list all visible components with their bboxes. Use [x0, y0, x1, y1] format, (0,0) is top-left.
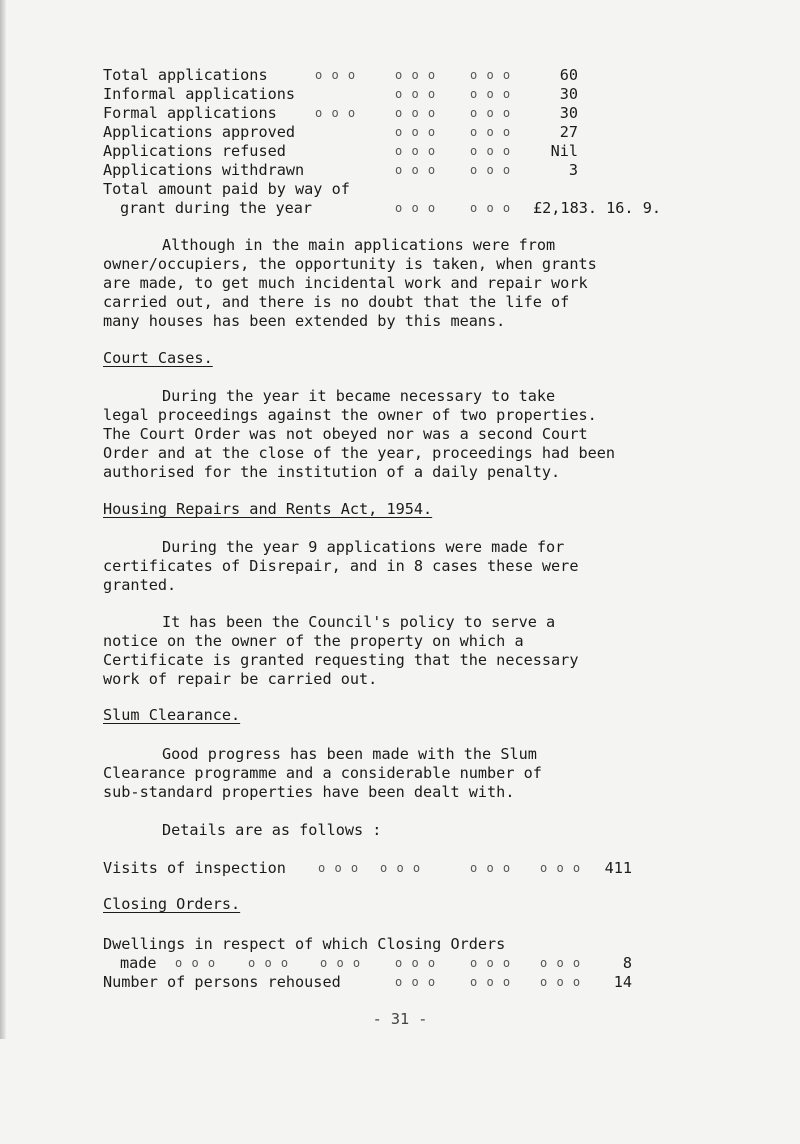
leader-dots: o o o [395, 125, 437, 139]
dwellings-label-line-1: Dwellings in respect of which Closing Orders [103, 935, 506, 953]
section-heading-court-cases: Court Cases. [103, 349, 213, 367]
details-label: Details are as follows : [162, 821, 382, 839]
row-label: Informal applications [103, 85, 296, 103]
paragraph-line: sub-standard properties have been dealt with. [103, 783, 515, 801]
visits-label: Visits of inspection [103, 859, 286, 877]
leader-dots: o o o [380, 861, 422, 875]
leader-dots: o o o [470, 201, 512, 215]
paragraph-line: work of repair be carried out. [103, 670, 378, 688]
dwellings-value: 8 [622, 954, 632, 972]
paragraph-line: owner/occupiers, the opportunity is taken, when grants [103, 255, 597, 273]
paragraph-line: many houses has been extended by this means. [103, 312, 506, 330]
paragraph-line: authorised for the institution of a daily penalty. [103, 463, 561, 481]
table-row [0, 66, 800, 85]
leader-dots: o o o [470, 956, 512, 970]
table-row [0, 199, 800, 218]
leader-dots: o o o [315, 106, 357, 120]
leader-dots: o o o [470, 87, 512, 101]
rehoused-value: 14 [613, 973, 632, 991]
paragraph-line: carried out, and there is no doubt that the life of [103, 293, 570, 311]
leader-dots: o o o [395, 144, 437, 158]
paragraph-line: Clearance programme and a considerable number of [103, 764, 542, 782]
paragraph-line: During the year 9 applications were made for [162, 538, 565, 556]
leader-dots: o o o [318, 861, 360, 875]
paragraph-line: Order and at the close of the year, proceedings had been [103, 444, 616, 462]
leader-dots: o o o [540, 861, 582, 875]
leader-dots: o o o [315, 68, 357, 82]
row-value: 60 [559, 66, 578, 84]
paragraph-line: legal proceedings against the owner of two properties. [103, 406, 597, 424]
leader-dots: o o o [540, 975, 582, 989]
leader-dots: o o o [395, 975, 437, 989]
row-label: Applications approved [103, 123, 296, 141]
paragraph-line: certificates of Disrepair, and in 8 cases these were [103, 557, 579, 575]
table-row [0, 85, 800, 104]
leader-dots: o o o [470, 975, 512, 989]
paragraph-line: granted. [103, 576, 177, 594]
total-label-line-2: grant during the year [120, 199, 313, 217]
rehoused-label: Number of persons rehoused [103, 973, 341, 991]
leader-dots: o o o [395, 163, 437, 177]
paragraph-line: During the year it became necessary to take [162, 387, 556, 405]
row-label: Total applications [103, 66, 268, 84]
table-row [0, 104, 800, 123]
leader-dots: o o o [395, 956, 437, 970]
row-label: Formal applications [103, 104, 277, 122]
row-value: 30 [559, 104, 578, 122]
leader-dots: o o o [320, 956, 362, 970]
visits-row [0, 859, 800, 878]
dwellings-row [0, 954, 800, 973]
leader-dots: o o o [470, 163, 512, 177]
leader-dots: o o o [470, 125, 512, 139]
row-label: Applications withdrawn [103, 161, 305, 179]
leader-dots: o o o [248, 956, 290, 970]
section-heading-slum-clearance: Slum Clearance. [103, 706, 241, 724]
dwellings-label-line-2: made [120, 954, 157, 972]
table-row [0, 142, 800, 161]
section-heading-closing-orders: Closing Orders. [103, 895, 241, 913]
visits-value: 411 [604, 859, 632, 877]
total-label-line-1: Total amount paid by way of [103, 180, 350, 198]
leader-dots: o o o [540, 956, 582, 970]
leader-dots: o o o [175, 956, 217, 970]
row-value: 3 [568, 161, 578, 179]
paragraph-line: Certificate is granted requesting that the necessary [103, 651, 579, 669]
table-row [0, 180, 800, 199]
total-value: £2,183. 16. 9. [533, 199, 662, 217]
paragraph-line: Good progress has been made with the Slum [162, 745, 537, 763]
table-row [0, 123, 800, 142]
leader-dots: o o o [395, 106, 437, 120]
leader-dots: o o o [470, 106, 512, 120]
paragraph-line: are made, to get much incidental work and repair work [103, 274, 588, 292]
paragraph-line: The Court Order was not obeyed nor was a second Court [103, 425, 588, 443]
rehoused-row [0, 973, 800, 992]
paragraph-line: Although in the main applications were from [162, 236, 556, 254]
row-value: 27 [559, 123, 578, 141]
page-number: - 31 - [372, 1010, 428, 1028]
row-label: Applications refused [103, 142, 286, 160]
leader-dots: o o o [470, 861, 512, 875]
row-value: 30 [559, 85, 578, 103]
table-row [0, 161, 800, 180]
row-value: Nil [550, 142, 578, 160]
paragraph-line: notice on the owner of the property on which a [103, 632, 524, 650]
paragraph-line: It has been the Council's policy to serve a [162, 613, 556, 631]
section-heading-housing-repairs: Housing Repairs and Rents Act, 1954. [103, 500, 433, 518]
leader-dots: o o o [470, 144, 512, 158]
leader-dots: o o o [395, 87, 437, 101]
leader-dots: o o o [470, 68, 512, 82]
leader-dots: o o o [395, 201, 437, 215]
leader-dots: o o o [395, 68, 437, 82]
